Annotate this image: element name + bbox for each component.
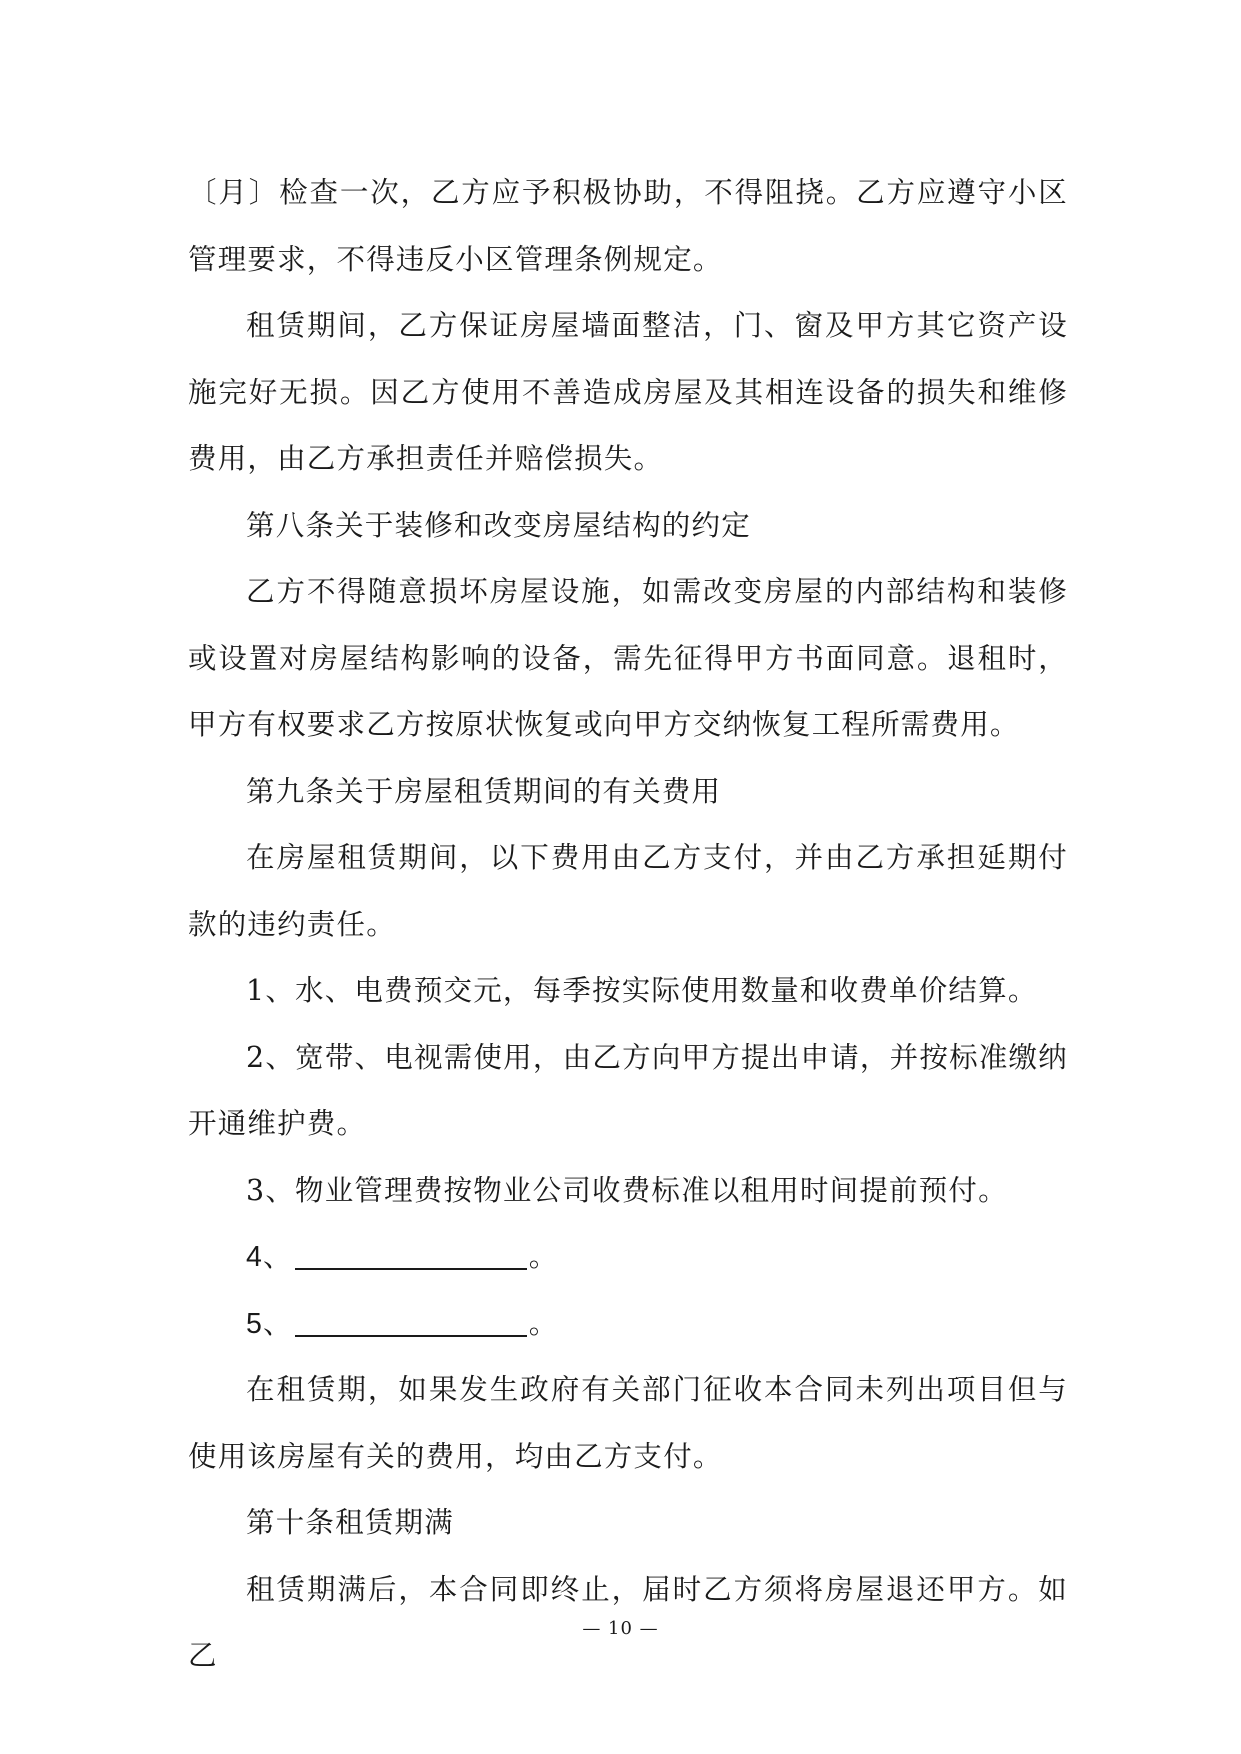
document-body	[188, 160, 1068, 1690]
fee-item-5	[188, 1291, 1068, 1358]
article-10-heading: 第十条租赁期满	[246, 1506, 454, 1539]
fee-item-3: 3、物业管理费按物业公司收费标准以租用时间提前预付。	[246, 1173, 1008, 1207]
fee-item-4-number: 4、	[246, 1241, 293, 1273]
fee-item-5-end: 。	[528, 1306, 559, 1340]
fill-in-blank-line	[295, 1240, 527, 1270]
article-9-heading: 第九条关于房屋租赁期间的有关费用	[246, 774, 722, 808]
paragraph-fees-intro: 在房屋租赁期间，以下费用由乙方支付，并由乙方承担延期付款的违约责任。	[188, 841, 1068, 941]
article-8-heading: 第八条关于装修和改变房屋结构的约定	[246, 508, 751, 542]
paragraph-lease-expiry: 租赁期满后，本合同即终止，届时乙方须将房屋退还甲方。如乙	[188, 1572, 1068, 1672]
fill-in-blank-line	[295, 1307, 527, 1337]
paragraph-government-fees: 在租赁期，如果发生政府有关部门征收本合同未列出项目但与使用该房屋有关的费用，均由乙方支付。	[188, 1373, 1068, 1473]
fee-item-5-number: 5、	[246, 1307, 293, 1340]
page-number: — 10 —	[582, 1618, 659, 1639]
paragraph-renovation: 乙方不得随意损坏房屋设施，如需改变房屋的内部结构和装修或设置对房屋结构影响的设备，需先征得甲方书面同意。退租时，甲方有权要求乙方按原状恢复或向甲方交纳恢复工程所需费用。	[188, 575, 1068, 741]
fee-item-4	[188, 1224, 1068, 1291]
paragraph-inspection: 〔月〕检查一次，乙方应予积极协助，不得阻挠。乙方应遵守小区管理要求，不得违反小区管理条例规定。	[188, 176, 1068, 276]
fee-item-2: 2、宽带、电视需使用，由乙方向甲方提出申请，并按标准缴纳开通维护费。	[188, 1040, 1068, 1140]
fee-item-4-end: 。	[528, 1240, 559, 1273]
paragraph-maintenance: 租赁期间，乙方保证房屋墙面整洁，门、窗及甲方其它资产设施完好无损。因乙方使用不善造成房屋及其相连设备的损失和维修费用，由乙方承担责任并赔偿损失。	[188, 309, 1068, 475]
fee-item-1: 1、水、电费预交元，每季按实际使用数量和收费单价结算。	[246, 974, 1038, 1007]
